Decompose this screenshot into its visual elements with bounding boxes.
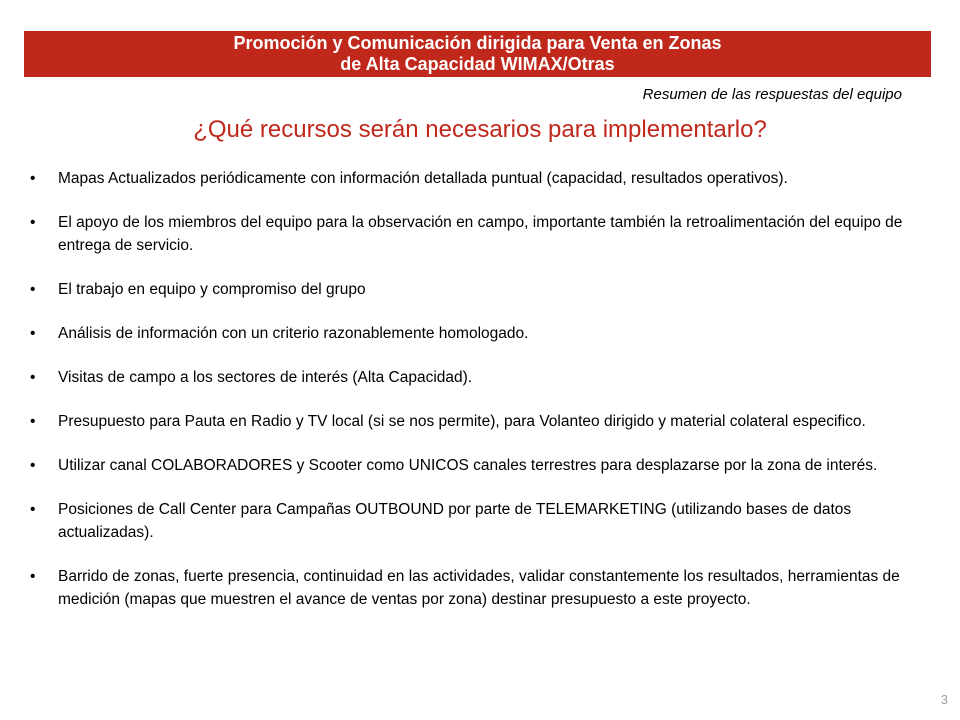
bullet-item	[30, 565, 930, 611]
bullet-text: El apoyo de los miembros del equipo para la observación en campo, importante también la retroalimentación del equipo de entrega de servicio.	[58, 214, 903, 254]
bullet-text: Análisis de información con un criterio razonablemente homologado.	[58, 325, 529, 342]
page-number: 3	[940, 692, 948, 707]
bullet-item	[30, 211, 930, 257]
bullet-text: El trabajo en equipo y compromiso del grupo	[58, 281, 366, 298]
bullet-icon: •	[30, 170, 36, 187]
bullet-icon: •	[30, 457, 36, 474]
bullet-text: Barrido de zonas, fuerte presencia, continuidad en las actividades, validar constantemente los resultados, herramientas de medición (mapas que muestren el avance de ventas por zona) destinar presupuesto a este proyecto.	[58, 568, 900, 608]
bullet-icon: •	[30, 281, 36, 298]
question-heading: ¿Qué recursos serán necesarios para implementarlo?	[193, 116, 767, 143]
bullet-text: Visitas de campo a los sectores de interés (Alta Capacidad).	[58, 369, 473, 386]
title-line-2: de Alta Capacidad WIMAX/Otras	[340, 54, 615, 74]
bullet-text: Posiciones de Call Center para Campañas OUTBOUND por parte de TELEMARKETING (utilizando bases de datos actualizadas).	[58, 501, 852, 541]
title-line-1: Promoción y Comunicación dirigida para Venta en Zonas	[233, 33, 722, 53]
bullet-item	[30, 498, 930, 544]
bullet-icon: •	[30, 369, 36, 386]
bullet-item	[30, 278, 930, 301]
bullet-text: Mapas Actualizados periódicamente con información detallada puntual (capacidad, resultados operativos).	[58, 170, 788, 187]
bullet-icon: •	[30, 413, 36, 430]
bullet-icon: •	[30, 501, 36, 518]
bullet-text: Utilizar canal COLABORADORES y Scooter como UNICOS canales terrestres para desplazarse por la zona de interés.	[58, 457, 878, 474]
subtitle: Resumen de las respuestas del equipo	[642, 86, 902, 103]
bullet-icon: •	[30, 568, 36, 585]
bullet-item	[30, 410, 930, 433]
title-banner	[24, 31, 931, 77]
bullet-item	[30, 454, 930, 477]
bullet-item	[30, 167, 930, 190]
bullet-icon: •	[30, 214, 36, 231]
bullet-icon: •	[30, 325, 36, 342]
bullet-text: Presupuesto para Pauta en Radio y TV local (si se nos permite), para Volanteo dirigido y material colateral especifico.	[58, 413, 866, 430]
bullet-item	[30, 366, 930, 389]
bullet-list	[30, 167, 930, 632]
bullet-item	[30, 322, 930, 345]
